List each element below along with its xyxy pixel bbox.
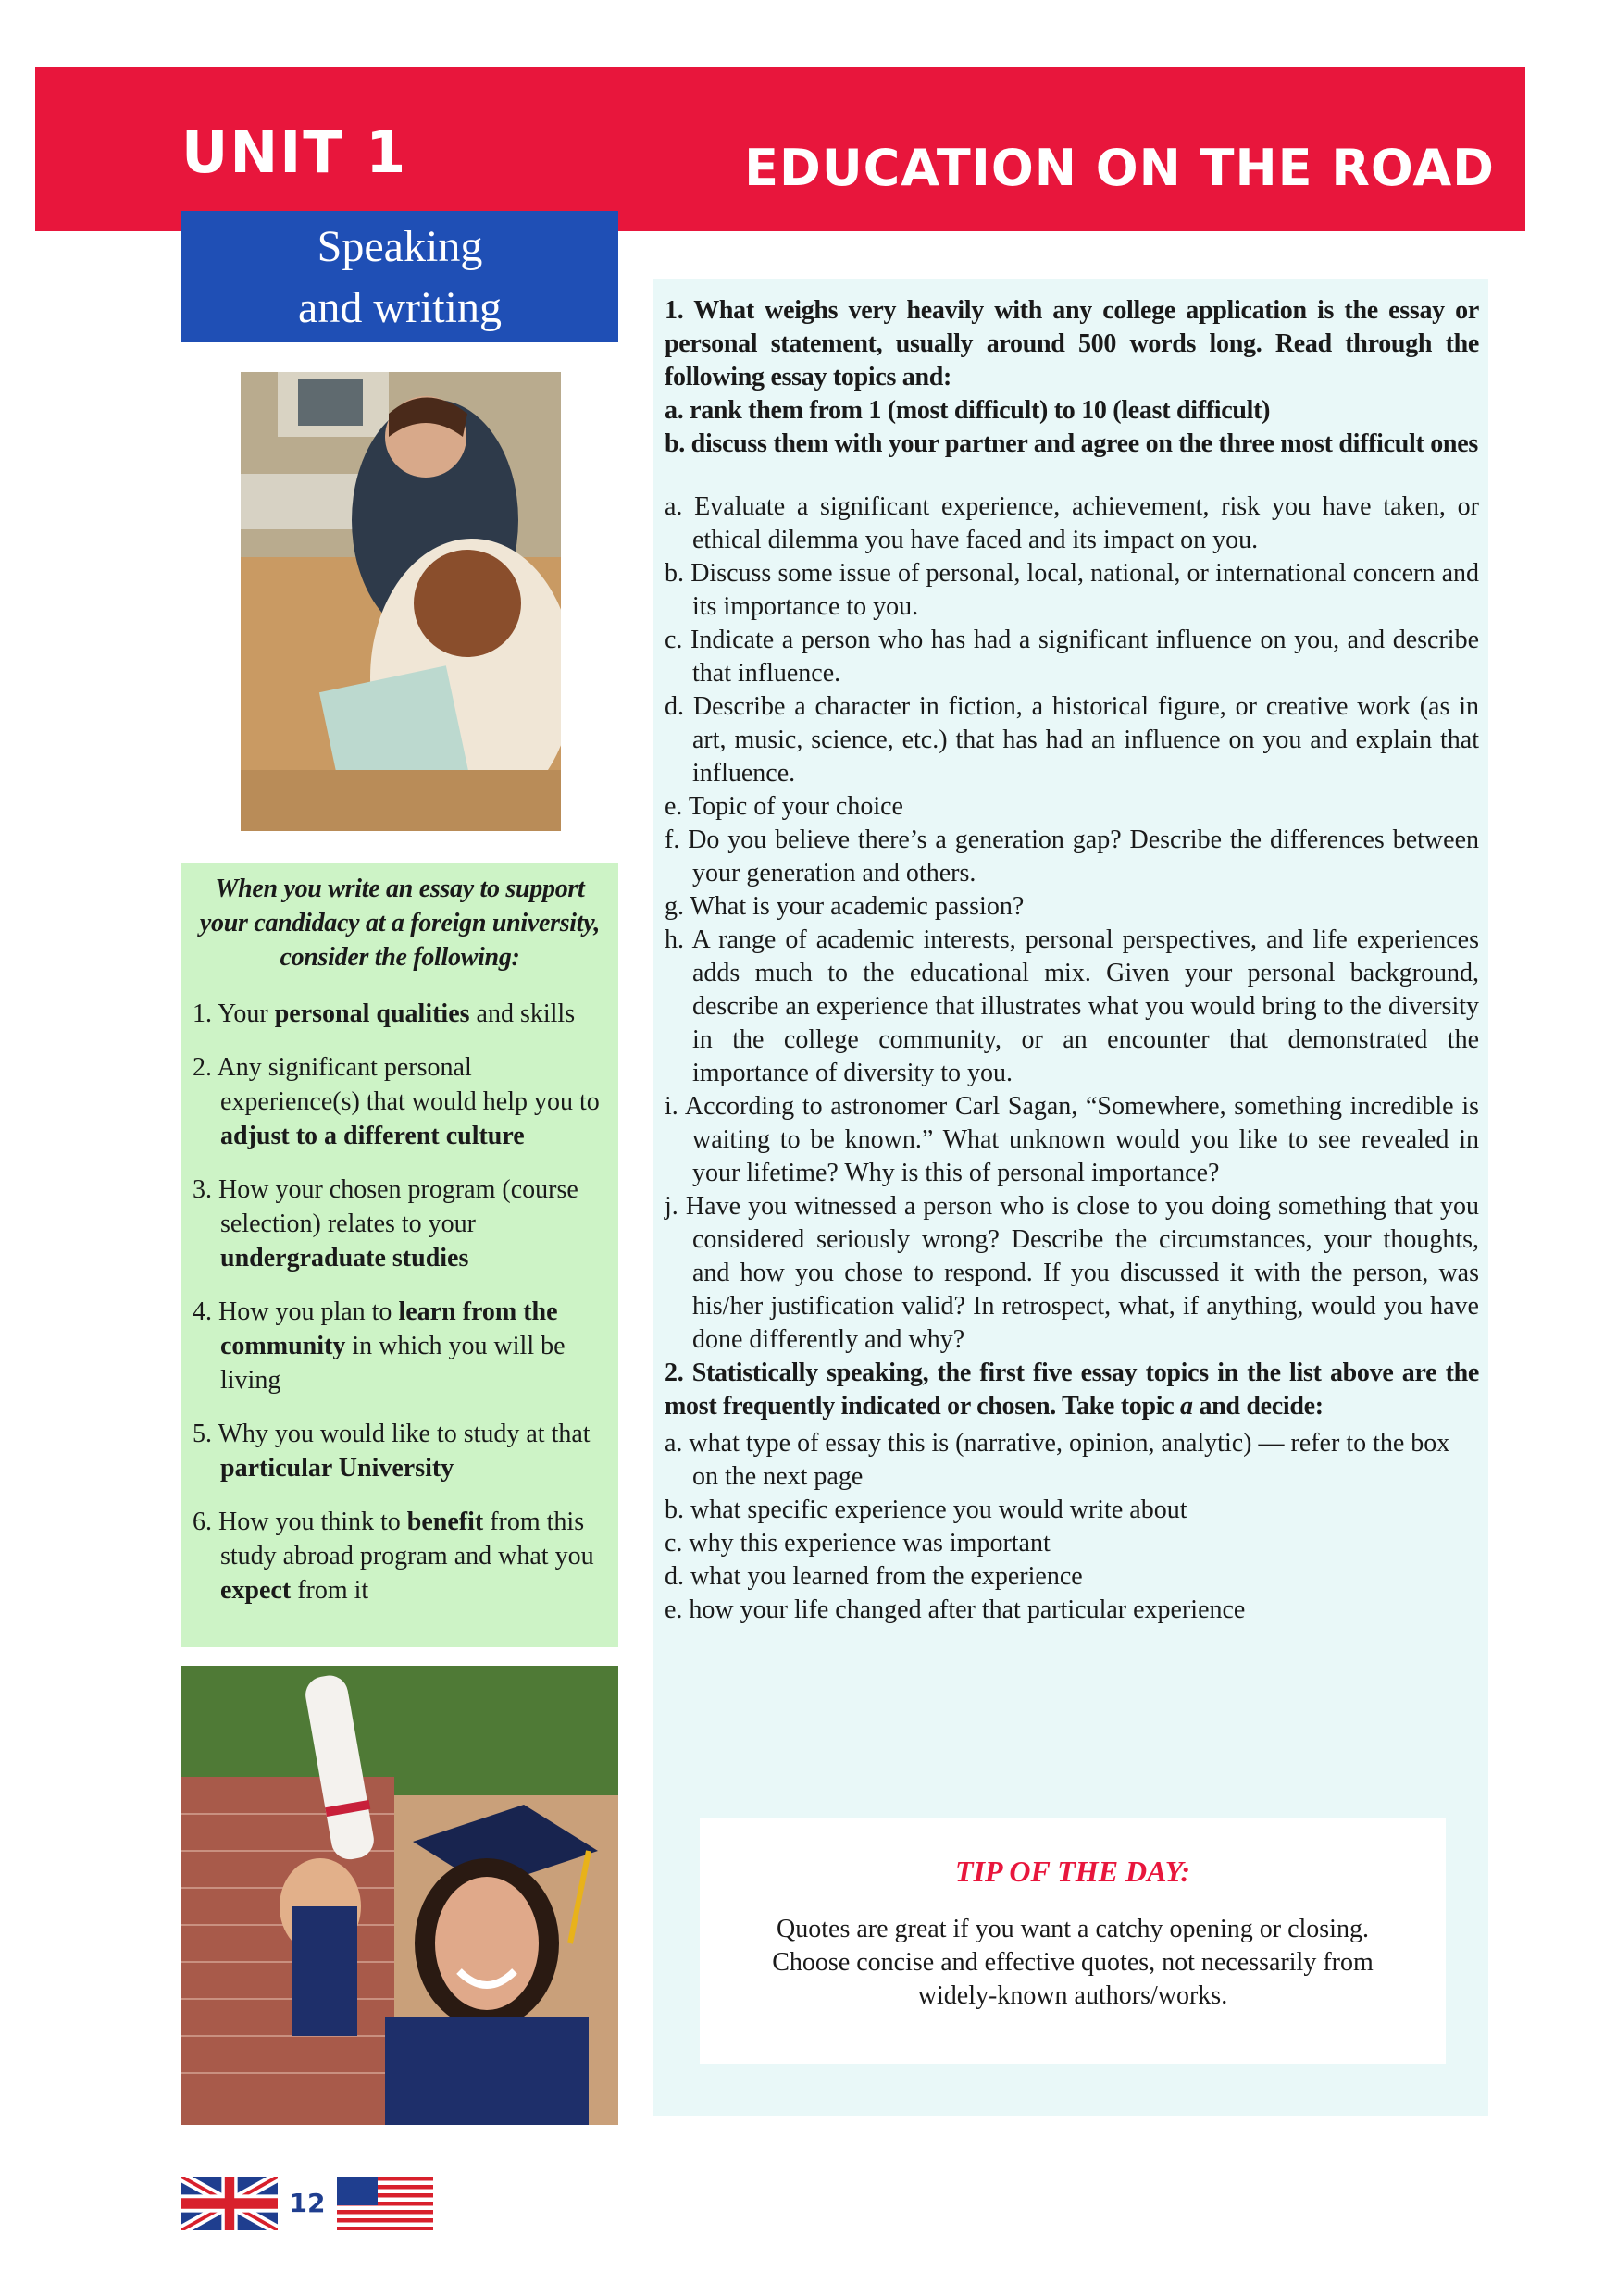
speaking-line: Speaking [317, 222, 483, 271]
tip-title: TIP OF THE DAY: [955, 1855, 1190, 1888]
students-studying-photo [241, 372, 561, 831]
essay-topics-list [665, 490, 1479, 1357]
exercise-2-list [665, 1427, 1479, 1627]
list-item: g. What is your academic passion? [665, 892, 1025, 921]
list-item: c. Indicate a person who has had a significant influence on you, and describe that influence. [665, 626, 1479, 688]
list-item: f. Do you believe there’s a generation gap? Describe the differences between your generation and others. [665, 825, 1479, 887]
list-item: a. Evaluate a significant experience, achievement, risk you have taken, or ethical dilemma you have faced and its impact on you. [665, 492, 1479, 554]
list-item: e. how your life changed after that particular experience [665, 1595, 1246, 1624]
list-item: d. Describe a character in fiction, a historical figure, or creative work (as in art, music, science, etc.) that has had an influence on you and explain that influence. [665, 692, 1479, 788]
tips-intro: When you write an essay to support your candidacy at a foreign university, consider the following: [199, 875, 601, 972]
essay-tips-box [181, 863, 618, 1647]
list-item: 6. How you think to benefit from this study abroad program and what you expect from it [193, 1508, 594, 1605]
list-item: a. what type of essay this is (narrative, opinion, analytic) — refer to the box on the next page [665, 1429, 1450, 1491]
list-item: b. what specific experience you would write about [665, 1496, 1187, 1524]
exercise-2-instruction: 2. Statistically speaking, the first five essay topics in the list above are the most frequently indicated or chosen. Take topic a and decide: [665, 1359, 1479, 1421]
page-number: 12 [278, 2177, 337, 2230]
uk-flag-icon [181, 2177, 278, 2230]
list-item: b. Discuss some issue of personal, local, national, or international concern and its importance to you. [665, 559, 1479, 621]
list-item: h. A range of academic interests, personal perspectives, and life experiences adds much to the educational mix. Given your personal background, describe an experience that illustrates what you would bring to the diversity in the college community, or an encounter that demonstrated the importance of diversity to you. [665, 925, 1479, 1087]
exercise-1-sub-a: a. rank them from 1 (most difficult) to 10 (least difficult) [665, 396, 1271, 425]
page-footer [181, 2177, 431, 2230]
us-flag-icon [337, 2177, 433, 2230]
list-item: 5. Why you would like to study at that particular University [193, 1420, 591, 1483]
list-item: 3. How your chosen program (course selection) relates to your undergraduate studies [193, 1175, 578, 1272]
list-item: 1. Your personal qualities and skills [193, 999, 576, 1028]
list-item: 4. How you plan to learn from the community in which you will be living [193, 1297, 566, 1395]
list-item: c. why this experience was important [665, 1529, 1051, 1558]
tip-text: Quotes are great if you want a catchy opening or closing. Choose concise and effective quotes, not necessarily from widely-known authors/works. [772, 1915, 1374, 2010]
speaking-writing-label [181, 211, 618, 342]
list-item: 2. Any significant personal experience(s) that would help you to adjust to a different culture [193, 1053, 600, 1150]
list-item: d. what you learned from the experience [665, 1562, 1083, 1591]
writing-line: and writing [298, 283, 502, 332]
exercise-1-sub-b: b. discuss them with your partner and agree on the three most difficult ones [665, 429, 1478, 458]
list-item: e. Topic of your choice [665, 792, 903, 821]
tips-list [193, 997, 607, 1607]
section-title: EDUCATION ON THE ROAD [744, 139, 1495, 197]
list-item: j. Have you witnessed a person who is close to you doing something that you considered seriously wrong? Describe the circumstances, your thoughts, and how you chose to respond. If you discussed it with the person, was his/her justification valid? In retrospect, what, if anything, would you have done differently and why? [665, 1192, 1479, 1354]
list-item: i. According to astronomer Carl Sagan, “Somewhere, something incredible is waiting to be known.” What unknown would you like to see revealed in your lifetime? Why is this of personal importance? [665, 1092, 1479, 1187]
tip-of-the-day-box [700, 1818, 1446, 2064]
graduate-photo [181, 1666, 618, 2125]
exercise-1-instruction: 1. What weighs very heavily with any college application is the essay or personal statement, usually around 500 words long. Read through the following essay topics and: [665, 296, 1479, 391]
exercise-content [665, 294, 1479, 1627]
unit-title: UNIT 1 [181, 118, 408, 186]
